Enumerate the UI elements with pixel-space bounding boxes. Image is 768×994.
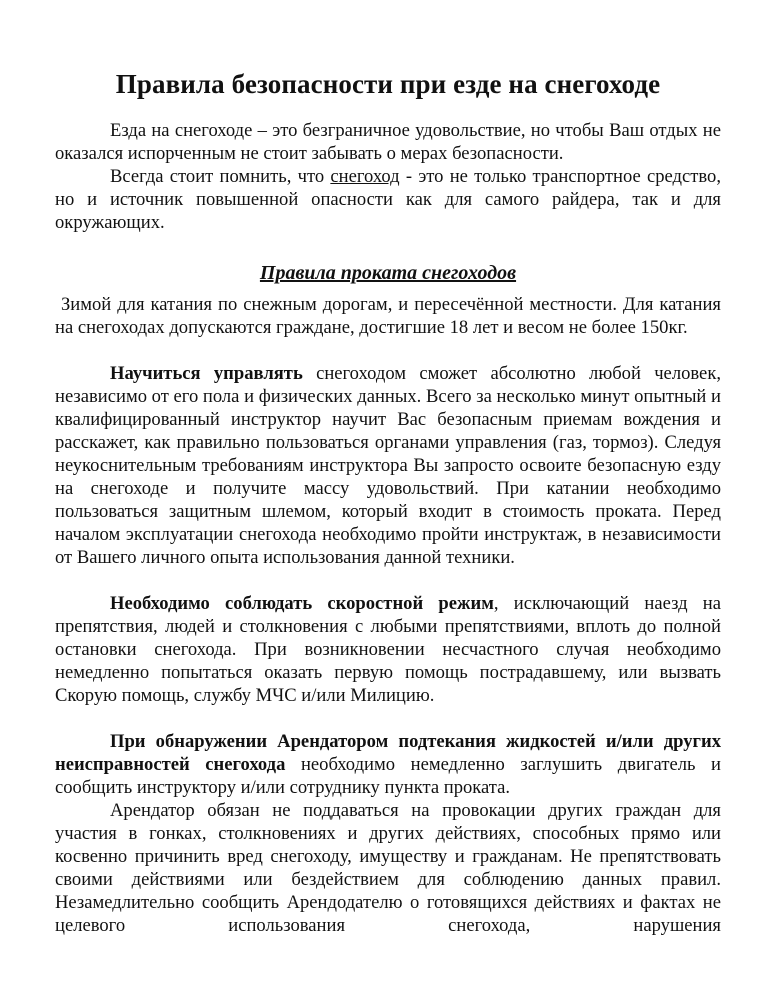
snowmobile-link[interactable]: снегоход bbox=[330, 166, 400, 187]
rental-rules-section bbox=[55, 293, 726, 937]
section-heading-text: Правила проката снегоходов bbox=[259, 262, 517, 284]
rules-paragraph-2-text: снегоходом сможет абсолютно любой человек, независимо от его пола и физических данных. Всего за несколько минут опытный и квалифицированный инструктор научит Вас безопасным приемам вождения и расскажет, как правильно пользоваться органами управления (газ, тормоз). Следуя неукоснительным требованиям инструктора Вы запросто освоите безопасную езду на снегоходе и получите массу удовольствий. При катании необходимо пользоваться защитным шлемом, который входит в стоимость проката. Перед началом эксплуатации снегохода необходимо пройти инструктаж, в независимости от Вашего личного опыта использования данной техники. bbox=[55, 363, 721, 568]
intro-paragraph-2 bbox=[55, 165, 721, 234]
rules-paragraph-5: Арендатор обязан не поддаваться на провокации других граждан для участия в гонках, столкновениях и других действиях, способных прямо или косвенно причинить вред снегоходу, имуществу и гражданам. Не препятствовать своими действиями или бездействием для соблюдению данных правил. Незамедлительно сообщить Арендодателю о готовящихся действиях и фактах не целевого использования снегохода, нарушения bbox=[55, 800, 721, 936]
learn-to-drive-bold: Научиться управлять bbox=[110, 363, 303, 384]
speed-limit-bold: Необходимо соблюдать скоростной режим bbox=[110, 593, 494, 614]
rules-paragraph-4 bbox=[55, 730, 721, 799]
malfunction-bold: При обнаружении Арендатором подтекания жидкостей и/или других неисправностей снегохода bbox=[55, 731, 721, 775]
intro-paragraph-1: Езда на снегоходе – это безграничное удовольствие, но чтобы Ваш отдых не оказался испорченным не стоит забывать о мерах безопасности. bbox=[55, 120, 721, 164]
rules-paragraph-2 bbox=[55, 362, 721, 569]
section-heading bbox=[0, 260, 768, 286]
rules-paragraph-3-text: , исключающий наезд на препятствия, людей и столкновения с любыми препятствиями, вплоть до полной остановки снегохода. При возникновении несчастного случая необходимо немедленно попытаться оказать первую помощь пострадавшему, или вызвать Скорую помощь, службу МЧС и/или Милицию. bbox=[55, 593, 721, 706]
page-title: Правила безопасности при езде на снегоходе bbox=[115, 69, 661, 99]
rules-paragraph-3 bbox=[55, 592, 721, 707]
intro-section bbox=[55, 119, 721, 234]
intro-text: Всегда стоит помнить, что bbox=[110, 166, 331, 187]
rules-paragraph-1: Зимой для катания по снежным дорогам, и пересечённой местности. Для катания на снегоходах допускаются граждане, достигшие 18 лет и весом не более 150кг. bbox=[55, 294, 726, 338]
intro-text-rest: - это не только транспортное средство, но и источник повышенной опасности как для самого райдера, так и для окружающих. bbox=[55, 166, 721, 233]
rules-paragraph-4-text: необходимо немедленно заглушить двигатель и сообщить инструктору и/или сотруднику пункта проката. bbox=[55, 754, 722, 798]
